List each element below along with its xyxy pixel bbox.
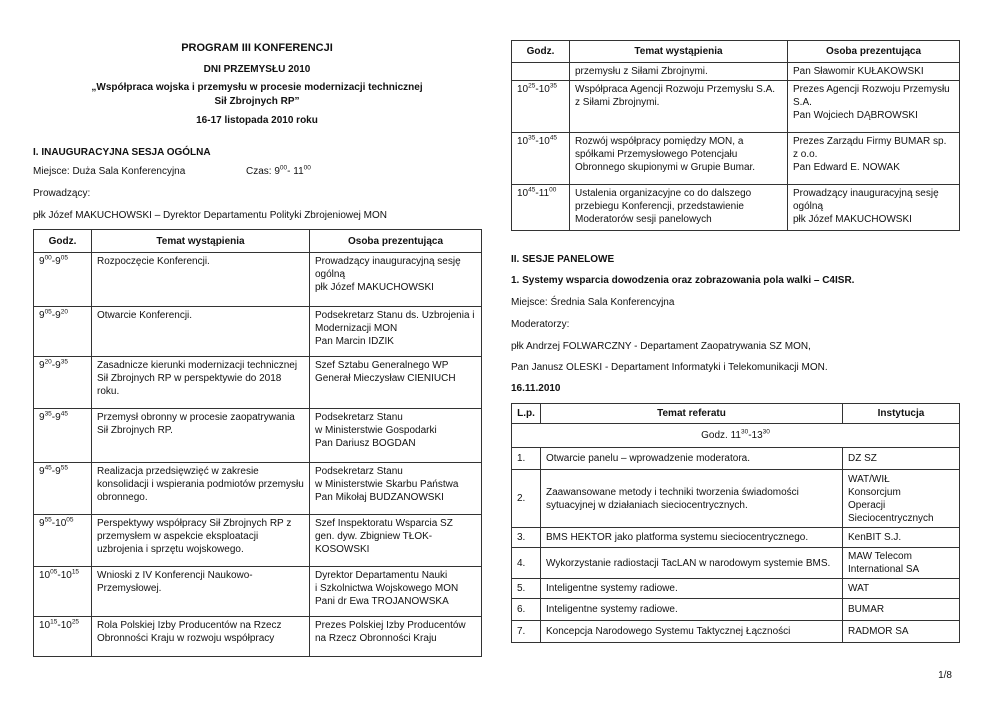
agenda-topic: Rozpoczęcie Konferencji.	[92, 253, 310, 307]
panel-row	[512, 528, 960, 548]
agenda-person: Pan Sławomir KUŁAKOWSKI	[788, 63, 960, 81]
agenda-time: $9^{35}-9^{45}$	[34, 409, 92, 463]
agenda-time: $9^{05}-9^{20}$	[34, 307, 92, 357]
panel-row	[512, 621, 960, 643]
agenda-row	[34, 307, 482, 357]
agenda-person: Dyrektor Departamentu Nauki i Szkolnictwa Wojskowego MON Pani dr Ewa TROJANOWSKA	[310, 567, 482, 617]
panel-row-topic: Koncepcja Narodowego Systemu Taktycznej Łączności	[541, 621, 843, 643]
agenda-person: Prowadzący inauguracyjną sesję ogólną płk Józef MAKUCHOWSKI	[788, 185, 960, 231]
program-subtitle: DNI PRZEMYSŁU 2010	[203, 64, 311, 75]
agenda-row	[512, 81, 960, 133]
panel-row	[512, 448, 960, 470]
agenda-person: Szef Sztabu Generalnego WP Generał Mieczysław CIENIUCH	[310, 357, 482, 409]
agenda-topic: Zasadnicze kierunki modernizacji technicznej Sił Zbrojnych RP w perspektywie do 2018 roku.	[92, 357, 310, 409]
panel-row-number: 1.	[512, 448, 541, 470]
agenda-topic: Współpraca Agencji Rozwoju Przemysłu S.A. z Siłami Zbrojnymi.	[570, 81, 788, 133]
panel-row-number: 2.	[512, 470, 541, 528]
panel-time-row: Godz. $11^{30}-13^{30}$	[512, 424, 960, 448]
panel-table	[511, 403, 960, 643]
agenda-person: Prezes Agencji Rozwoju Przemysłu S.A. Pan Wojciech DĄBROWSKI	[788, 81, 960, 133]
agenda-row	[34, 409, 482, 463]
right-agenda-table	[511, 40, 960, 231]
agenda-topic: Rozwój współpracy pomiędzy MON, a spółkami Przemysłowego Potencjału Obronnego skupionymi w Grupie Bumar.	[570, 133, 788, 185]
agenda-row	[512, 133, 960, 185]
moderator-2: Pan Janusz OLESKI - Departament Informatyki i Telekomunikacji MON.	[511, 362, 828, 373]
col-header-time: Godz.	[34, 230, 92, 253]
col-header-time: Godz.	[512, 41, 570, 63]
page-number: 1/8	[938, 669, 952, 681]
panel-row	[512, 470, 960, 528]
panel-row	[512, 599, 960, 621]
panel1-title: 1. Systemy wsparcia dowodzenia oraz zobrazowania pola walki – C4ISR.	[511, 275, 855, 286]
panel-row-number: 3.	[512, 528, 541, 548]
panel-row-topic: Otwarcie panelu – wprowadzenie moderatora.	[541, 448, 843, 470]
panel-row-institution: DZ SZ	[843, 448, 960, 470]
session-time: Czas: $9^{00}-$ $11^{00}$	[246, 164, 311, 177]
program-dates: 16-17 listopada 2010 roku	[196, 115, 318, 126]
agenda-row	[34, 357, 482, 409]
panel-row-institution: WAT/WIŁ Konsorcjum Operacji Sieciocentrycznych	[843, 470, 960, 528]
section1-heading: I. INAUGURACYJNA SESJA OGÓLNA	[33, 147, 211, 158]
program-title: PROGRAM III KONFERENCJI	[181, 42, 333, 54]
panel-row-institution: WAT	[843, 579, 960, 599]
agenda-topic: Realizacja przedsięwzięć w zakresie konsolidacji i wspierania podmiotów przemysłu obronnego.	[92, 463, 310, 515]
moderators-label: Moderatorzy:	[511, 319, 570, 330]
col-header-person: Osoba prezentująca	[788, 41, 960, 63]
agenda-time	[512, 63, 570, 81]
agenda-row	[512, 63, 960, 81]
program-theme-line2: Sił Zbrojnych RP”	[214, 96, 300, 107]
section2-heading: II. SESJE PANELOWE	[511, 254, 615, 265]
panel-row-institution: KenBIT S.J.	[843, 528, 960, 548]
panel-row-institution: MAW Telecom International SA	[843, 548, 960, 579]
agenda-topic: Ustalenia organizacyjne co do dalszego przebiegu Konferencji, przedstawienie Moderatorów sesji panelowych	[570, 185, 788, 231]
col-header-topic: Temat wystąpienia	[92, 230, 310, 253]
agenda-time: $10^{25}-10^{35}$	[512, 81, 570, 133]
panel1-place: Miejsce: Średnia Sala Konferencyjna	[511, 297, 675, 308]
col-header-topic: Temat wystąpienia	[570, 41, 788, 63]
agenda-time: $10^{35}-10^{45}$	[512, 133, 570, 185]
col-header-institution: Instytucja	[843, 404, 960, 424]
agenda-topic: Otwarcie Konferencji.	[92, 307, 310, 357]
panel-row-number: 7.	[512, 621, 541, 643]
host-label: Prowadzący:	[33, 188, 91, 199]
agenda-person: Podsekretarz Stanu w Ministerstwie Gospodarki Pan Dariusz BOGDAN	[310, 409, 482, 463]
col-header-number: L.p.	[512, 404, 541, 424]
panel-row-topic: Zaawansowane metody i techniki tworzenia świadomości sytuacyjnej w działaniach sieciocentrycznych.	[541, 470, 843, 528]
panel-row	[512, 579, 960, 599]
panel-row-number: 6.	[512, 599, 541, 621]
col-header-paper-topic: Temat referatu	[541, 404, 843, 424]
panel-row-institution: RADMOR SA	[843, 621, 960, 643]
panel-row-topic: Wykorzystanie radiostacji TacLAN w narodowym systemie BMS.	[541, 548, 843, 579]
agenda-topic: Przemysł obronny w procesie zaopatrywania Sił Zbrojnych RP.	[92, 409, 310, 463]
panel-row-institution: BUMAR	[843, 599, 960, 621]
agenda-person: Podsekretarz Stanu w Ministerstwie Skarbu Państwa Pan Mikołaj BUDZANOWSKI	[310, 463, 482, 515]
agenda-row	[34, 463, 482, 515]
col-header-person: Osoba prezentująca	[310, 230, 482, 253]
agenda-row	[34, 253, 482, 307]
program-theme-line1: „Współpraca wojska i przemysłu w procesie modernizacji technicznej	[91, 82, 423, 93]
left-agenda-table	[33, 229, 482, 657]
agenda-time: $9^{45}-9^{55}$	[34, 463, 92, 515]
agenda-person: Szef Inspektoratu Wsparcia SZ gen. dyw. Zbigniew TŁOK-KOSOWSKI	[310, 515, 482, 567]
agenda-person: Prowadzący inauguracyjną sesję ogólną płk Józef MAKUCHOWSKI	[310, 253, 482, 307]
host-name: płk Józef MAKUCHOWSKI – Dyrektor Departamentu Polityki Zbrojeniowej MON	[33, 210, 387, 221]
agenda-person: Prezes Zarządu Firmy BUMAR sp. z o.o. Pan Edward E. NOWAK	[788, 133, 960, 185]
agenda-person: Podsekretarz Stanu ds. Uzbrojenia i Modernizacji MON Pan Marcin IDZIK	[310, 307, 482, 357]
agenda-topic: Wnioski z IV Konferencji Naukowo-Przemysłowej.	[92, 567, 310, 617]
agenda-time: $9^{20}-9^{35}$	[34, 357, 92, 409]
panel-row-number: 4.	[512, 548, 541, 579]
agenda-topic: Rola Polskiej Izby Producentów na Rzecz Obronności Kraju w rozwoju współpracy	[92, 617, 310, 657]
agenda-row	[34, 617, 482, 657]
agenda-person: Prezes Polskiej Izby Producentów na Rzecz Obronności Kraju	[310, 617, 482, 657]
agenda-topic: przemysłu z Siłami Zbrojnymi.	[570, 63, 788, 81]
panel-row-topic: BMS HEKTOR jako platforma systemu sieciocentrycznego.	[541, 528, 843, 548]
agenda-row	[34, 567, 482, 617]
panel-date: 16.11.2010	[511, 383, 561, 394]
agenda-topic: Perspektywy współpracy Sił Zbrojnych RP z przemysłem w aspekcie eksploatacji uzbrojenia i sprzętu wojskowego.	[92, 515, 310, 567]
agenda-time: $10^{15}-10^{25}$	[34, 617, 92, 657]
agenda-time: $10^{05}-10^{15}$	[34, 567, 92, 617]
agenda-row	[512, 185, 960, 231]
agenda-time: $9^{55}-10^{05}$	[34, 515, 92, 567]
agenda-time: $9^{00}-9^{05}$	[34, 253, 92, 307]
panel-row-topic: Inteligentne systemy radiowe.	[541, 599, 843, 621]
session-place: Miejsce: Duża Sala Konferencyjna	[33, 166, 186, 177]
moderator-1: płk Andrzej FOLWARCZNY - Departament Zaopatrywania SZ MON,	[511, 341, 811, 352]
panel-row-number: 5.	[512, 579, 541, 599]
panel-row-topic: Inteligentne systemy radiowe.	[541, 579, 843, 599]
agenda-time: $10^{45}-11^{00}$	[512, 185, 570, 231]
agenda-row	[34, 515, 482, 567]
panel-row	[512, 548, 960, 579]
